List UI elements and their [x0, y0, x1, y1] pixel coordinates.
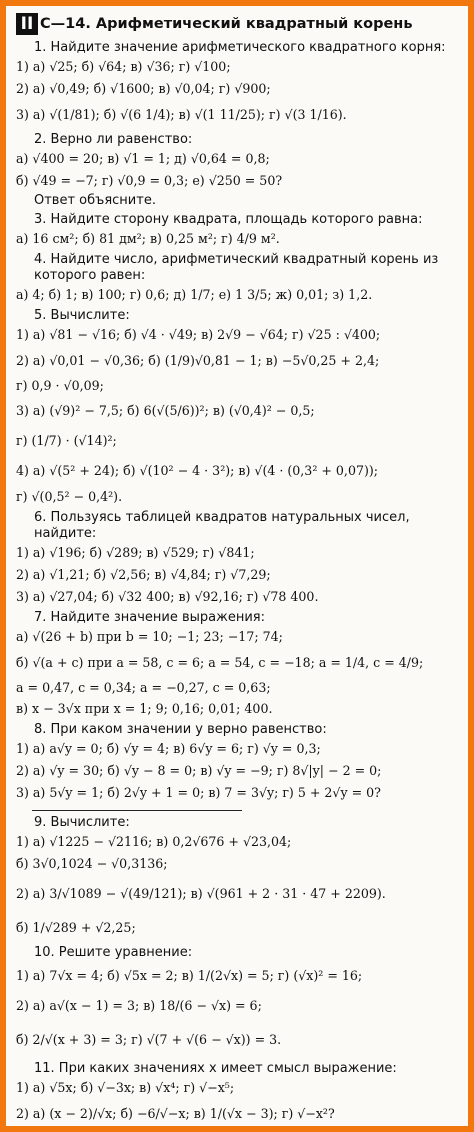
task-line: 2) а) √0,01 − √0,36; б) (1/9)√0,81 − 1; в) −5√0,25 + 2,4;: [16, 353, 380, 368]
task-heading: 3. Найдите сторону квадрата, площадь которого равна:: [34, 212, 423, 227]
task-line: 1) а) √25; б) √64; в) √36; г) √100;: [16, 59, 231, 74]
task-line: 1) а) a√y = 0; б) √y = 4; в) 6√y = 6; г) √y = 0,3;: [16, 741, 321, 756]
task-line: 2) а) √y = 30; б) √y − 8 = 0; в) √y = −9; г) 8√|y| − 2 = 0;: [16, 763, 382, 778]
task-line: 3) а) 5√y = 1; б) 2√y + 1 = 0; в) 7 = 3√y; г) 5 + 2√y = 0?: [16, 785, 381, 800]
task-line: 1) а) √1225 − √2116; в) 0,2√676 + √23,04;: [16, 834, 292, 849]
task-heading: 9. Вычислите:: [34, 815, 130, 830]
task-8: [16, 722, 460, 804]
task-heading: 4. Найдите число, арифметический квадратный корень из которого равен:: [34, 252, 439, 283]
task-6: [16, 510, 460, 608]
task-heading: 1. Найдите значение арифметического квадратного корня:: [34, 40, 446, 55]
worksheet-page: [6, 6, 468, 1126]
task-line: б) 2/√(x + 3) = 3; г) √(7 + √(6 − √x)) = 3.: [16, 1032, 282, 1047]
variant-badge: II: [16, 13, 38, 35]
task-heading: 2. Верно ли равенство:: [34, 132, 193, 147]
task-11: [16, 1061, 460, 1126]
task-line: 2) а) a√(x − 1) = 3; в) 18/(6 − √x) = 6;: [16, 998, 262, 1013]
task-heading: 6. Пользуясь таблицей квадратов натуральных чисел, найдите:: [34, 510, 410, 541]
task-line: б) √(a + c) при a = 58, c = 6; a = 54, c = −18; a = 1/4, c = 4/9;: [16, 655, 424, 670]
task-line: а) √400 = 20; в) √1 = 1; д) √0,64 = 0,8;: [16, 151, 270, 166]
worksheet-header: [16, 10, 460, 38]
task-line: 3) а) √(1/81); б) √(6 1/4); в) √(1 11/25); г) √(3 1/16).: [16, 107, 347, 122]
task-heading: 5. Вычислите:: [34, 308, 130, 323]
task-line: 1) а) √81 − √16; б) √4 · √49; в) 2√9 − √64; г) √25 : √400;: [16, 327, 381, 342]
task-line: г) √(0,5² − 0,4²).: [16, 489, 123, 504]
task-9: [16, 815, 460, 943]
task-4: [16, 252, 460, 306]
task-line: 1) а) √5x; б) √−3x; в) √x⁴; г) √−x⁵;: [16, 1080, 235, 1095]
task-5: [16, 308, 460, 508]
task-line: б) √49 = −7; г) √0,9 = 0,3; е) √250 = 50?: [16, 173, 283, 188]
task-7: [16, 610, 460, 720]
task-3: [16, 212, 460, 250]
task-line: 2) а) 3/√1089 − √(49/121); в) √(961 + 2 · 31 · 47 + 2209).: [16, 886, 386, 901]
task-heading: 8. При каком значении y верно равенство:: [34, 722, 327, 737]
task-heading: 10. Решите уравнение:: [34, 945, 193, 960]
section-divider: [32, 810, 242, 811]
task-line: 2) а) (x − 2)/√x; б) −6/√−x; в) 1/(√x − 3); г) √−x²?: [16, 1106, 335, 1121]
task-line: 3) а) (√9)² − 7,5; б) 6(√(5/6))²; в) (√0,4)² − 0,5;: [16, 403, 315, 418]
task-line: 4) а) √(5² + 24); б) √(10² − 4 · 3²); в) √(4 · (0,3² + 0,07));: [16, 463, 379, 478]
task-heading: 7. Найдите значение выражения:: [34, 610, 266, 625]
worksheet-title: С—14. Арифметический квадратный корень: [40, 16, 413, 32]
task-line: а) 4; б) 1; в) 100; г) 0,6; д) 1/7; е) 1 3/5; ж) 0,01; з) 1,2.: [16, 287, 373, 302]
task-line: г) 0,9 · √0,09;: [16, 378, 104, 393]
task-line: б) 3√0,1024 − √0,3136;: [16, 856, 168, 871]
task-line: в) x − 3√x при x = 1; 9; 0,16; 0,01; 400.: [16, 701, 273, 716]
task-line: 1) а) √196; б) √289; в) √529; г) √841;: [16, 545, 255, 560]
task-10: [16, 945, 460, 1059]
task-2: [16, 132, 460, 210]
task-line: а) 16 см²; б) 81 дм²; в) 0,25 м²; г) 4/9 м².: [16, 231, 280, 246]
task-line: a = 0,47, c = 0,34; a = −0,27, c = 0,63;: [16, 680, 271, 695]
task-1: [16, 40, 460, 130]
task-line: 2) а) √0,49; б) √1600; в) √0,04; г) √900;: [16, 81, 271, 96]
task-heading: 11. При каких значениях x имеет смысл выражение:: [34, 1061, 397, 1076]
task-line: г) (1/7) · (√14)²;: [16, 433, 117, 448]
task-note: Ответ объясните.: [34, 193, 156, 208]
task-line: 2) а) √1,21; б) √2,56; в) √4,84; г) √7,29;: [16, 567, 271, 582]
task-line: б) 1/√289 + √2,25;: [16, 920, 136, 935]
task-line: 1) а) 7√x = 4; б) √5x = 2; в) 1/(2√x) = 5; г) (√x)² = 16;: [16, 968, 363, 983]
task-line: а) √(26 + b) при b = 10; −1; 23; −17; 74;: [16, 629, 283, 644]
task-line: 3) а) √27,04; б) √32 400; в) √92,16; г) √78 400.: [16, 589, 319, 604]
